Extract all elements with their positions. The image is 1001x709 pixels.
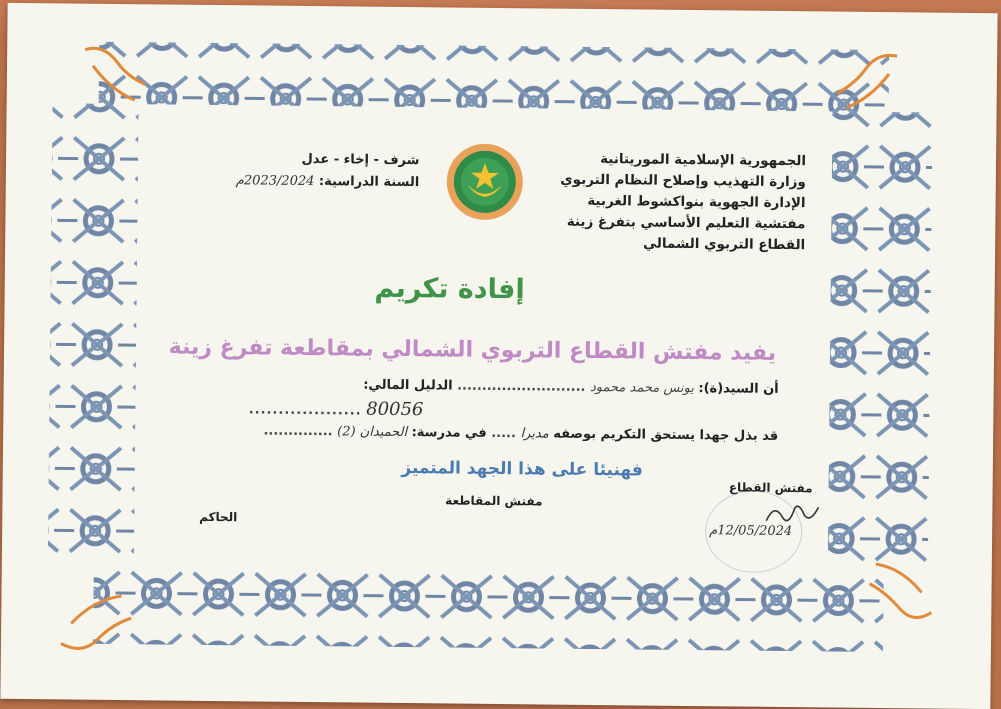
motto-block [236,148,420,194]
finance-row: 80056 ................... [248,398,424,421]
school-year-row [236,170,420,194]
header-line: الجمهورية الإسلامية الموريتانية [600,151,807,170]
district-inspector-signature-label: مفتش المقاطعة [445,493,543,509]
school-value: الحميدان (2) [337,424,408,441]
effort-value: مديرا [520,426,549,442]
finance-label: الدليل المالي: [363,377,453,394]
ministry-header [560,149,807,257]
effort-row: قد بذل جهدا يستحق التكريم بوصفه مديرا ..... في مدرسة: الحميدان (2) .............. [263,423,779,444]
school-year-value: 2023/2024م [235,173,315,190]
school-label: في مدرسة: [411,425,487,441]
name-row: أن السيد(ة): يونس محمد محمود .......................... الدليل المالي: [363,377,779,397]
header-line: القطاع التربوي الشمالي [643,235,806,254]
finance-value: 80056 [366,398,424,421]
certificate-paper [0,3,997,709]
name-label: أن السيد(ة): [698,381,779,397]
national-motto: شرف - إخاء - عدل [301,151,420,169]
governor-signature-label: الحاكم [199,509,238,525]
certificate-title: إفادة تكريم [374,272,525,306]
sector-inspector-signature-label: مفتش القطاع [728,480,813,496]
header-line: مفتشية التعليم الأساسي بتفرغ زينة [566,213,806,233]
effort-label: قد بذل جهدا يستحق التكريم بوصفه [553,426,779,444]
header-line: الإدارة الجهوية بنواكشوط الغربية [587,192,806,212]
header-line: وزارة التهذيب وإصلاح النظام التربوي [560,171,806,191]
signature-date: 12/05/2024م [709,523,793,540]
congratulation-line: فهنيئا على هذا الجهد المتميز [401,457,643,481]
name-value: يونس محمد محمود [589,379,694,397]
school-year-label: السنة الدراسية: [318,174,420,191]
certificate-subtitle: يفيد مفتش القطاع التربوي الشمالي بمقاطعة تفرغ زينة [168,334,777,366]
mauritania-coat-of-arms-icon [443,140,526,223]
